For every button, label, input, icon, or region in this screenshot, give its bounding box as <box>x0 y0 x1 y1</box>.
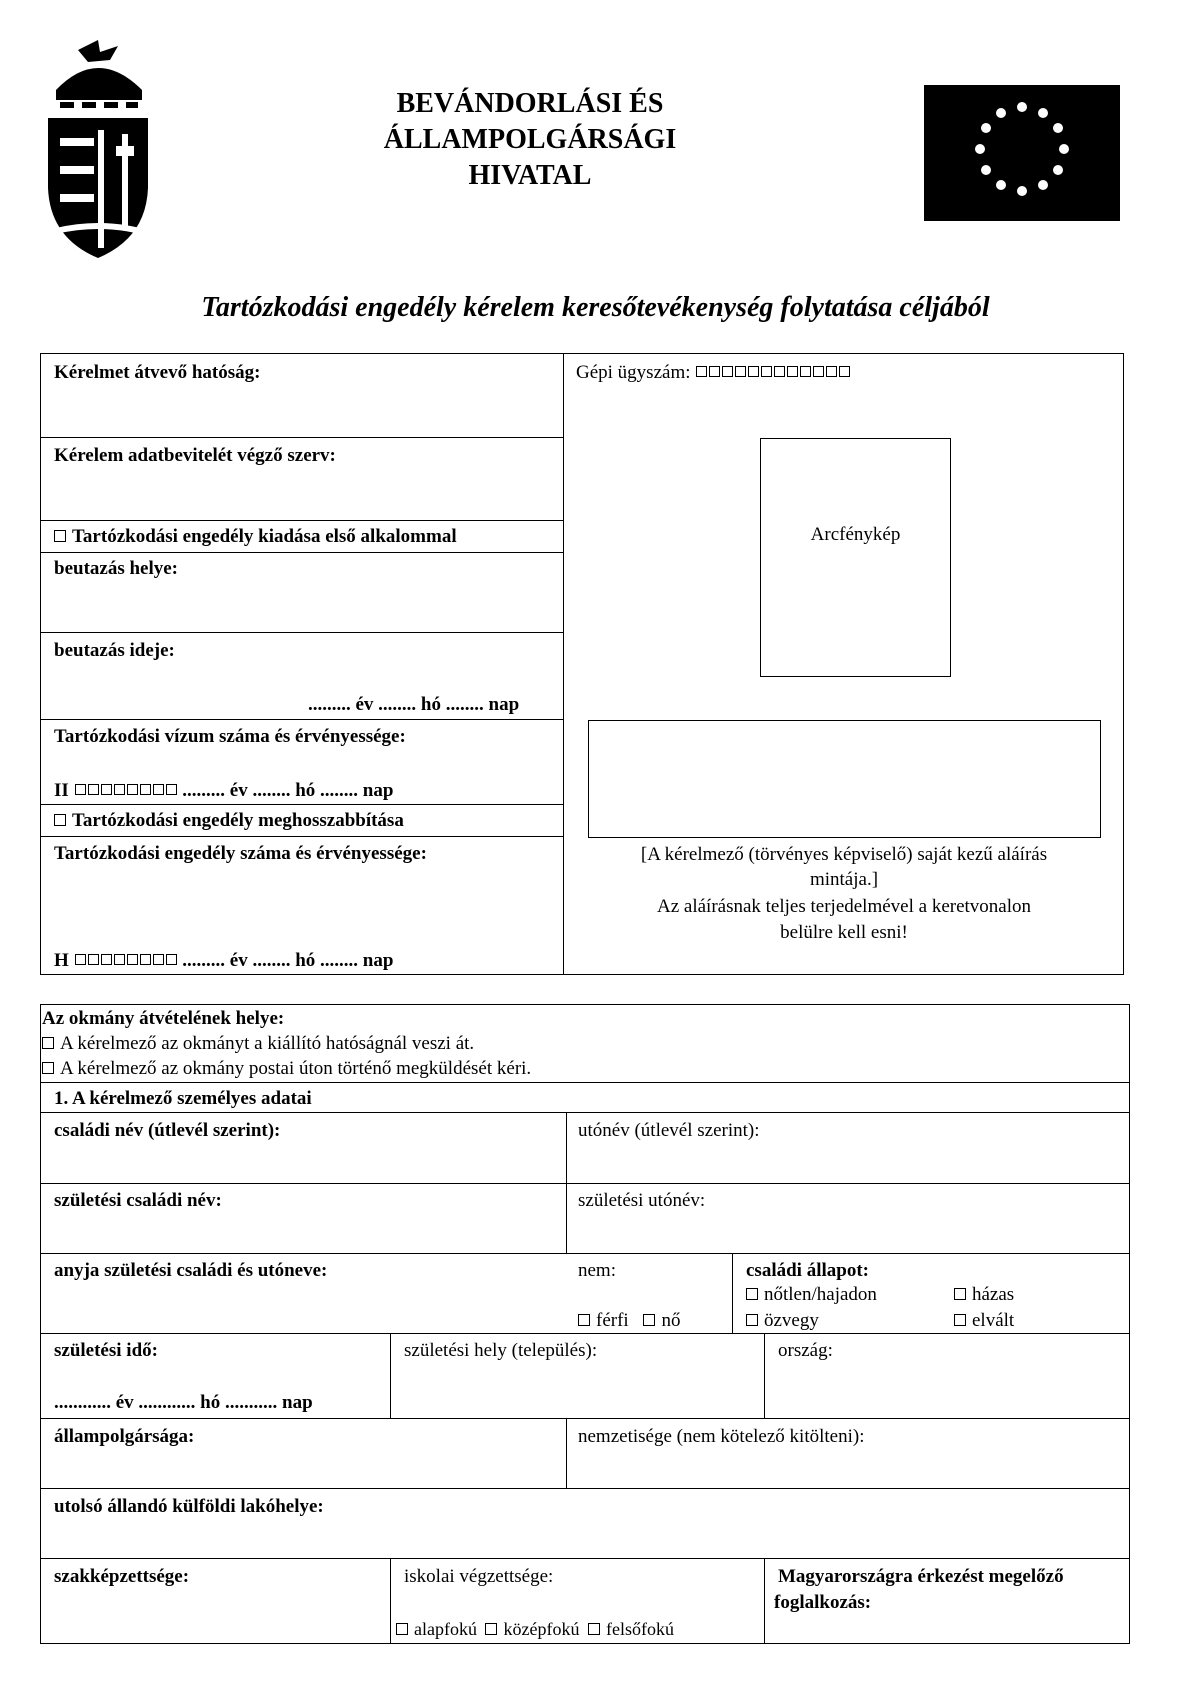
edu-secondary-checkbox[interactable] <box>485 1623 497 1635</box>
entry-date-label: beutazás ideje: <box>54 640 175 661</box>
citizenship-label: állampolgársága: <box>54 1426 195 1447</box>
family-name-label: családi név (útlevél szerint): <box>54 1120 281 1141</box>
personal-section-heading: 1. A kérelmező személyes adatai <box>54 1088 312 1109</box>
signature-note-line2: mintája.] <box>809 869 879 890</box>
permit-label: Tartózkodási engedély száma és érvényessége: <box>54 843 427 864</box>
agency-name-line1: BEVÁNDORLÁSI ÉS <box>396 88 664 119</box>
sex-male-checkbox[interactable] <box>578 1314 590 1326</box>
photo-box <box>760 438 951 677</box>
prior-occupation-label-line1: Magyarországra érkezést megelőző <box>778 1566 1064 1587</box>
signature-note-line1: [A kérelmező (törvényes képviselő) saját kezű aláírás <box>640 844 1048 865</box>
edu-basic-checkbox[interactable] <box>396 1623 408 1635</box>
country-label: ország: <box>778 1340 833 1361</box>
marital-married-checkbox[interactable] <box>954 1288 966 1300</box>
agency-name-line3: HIVATAL <box>468 160 592 191</box>
case-number-field[interactable]: Gépi ügyszám: <box>576 362 851 384</box>
eu-flag-icon <box>924 85 1120 221</box>
collection-post-checkbox[interactable] <box>42 1062 54 1074</box>
collection-heading: Az okmány átvételének helye: <box>42 1008 285 1029</box>
marital-single-checkbox[interactable] <box>746 1288 758 1300</box>
photo-label: Arcfénykép <box>810 524 901 545</box>
coat-of-arms-emblem <box>42 38 154 260</box>
signature-box[interactable] <box>588 720 1101 838</box>
collection-option-office[interactable]: A kérelmező az okmányt a kiállító hatóságnál veszi át. <box>42 1033 474 1055</box>
birth-family-name-label: születési családi név: <box>54 1190 222 1211</box>
birth-given-name-label: születési utónév: <box>578 1190 706 1211</box>
given-name-label: utónév (útlevél szerint): <box>578 1120 760 1141</box>
receiving-authority-label: Kérelmet átvevő hatóság: <box>54 362 261 383</box>
last-residence-label: utolsó állandó külföldi lakóhelye: <box>54 1496 324 1517</box>
sex-female-checkbox[interactable] <box>643 1314 655 1326</box>
marital-divorced-checkbox[interactable] <box>954 1314 966 1326</box>
sex-label: nem: <box>578 1260 616 1281</box>
signature-note-line4: belülre kell esni! <box>780 922 908 943</box>
marital-label: családi állapot: <box>746 1260 869 1281</box>
extension-option[interactable]: Tartózkodási engedély meghosszabbítása <box>54 810 404 832</box>
marital-divorced-option[interactable]: elvált <box>954 1310 1014 1332</box>
data-entry-org-label: Kérelem adatbevitelét végző szerv: <box>54 445 336 466</box>
mother-name-label: anyja születési családi és utóneve: <box>54 1260 328 1281</box>
entry-place-label: beutazás helye: <box>54 558 179 579</box>
visa-number-field[interactable]: II ......... év ........ hó ........ nap <box>54 780 394 801</box>
first-issue-option[interactable]: Tartózkodási engedély kiadása első alkalommal <box>54 526 457 548</box>
prior-occupation-label-line2: foglalkozás: <box>774 1592 872 1613</box>
marital-married-option[interactable]: házas <box>954 1284 1014 1306</box>
marital-widowed-option[interactable]: özvegy <box>746 1310 819 1332</box>
nationality-label: nemzetisége (nem kötelező kitölteni): <box>578 1426 865 1447</box>
visa-label: Tartózkodási vízum száma és érvényessége: <box>54 726 406 747</box>
form-title: Tartózkodási engedély kérelem keresőtevékenység folytatása céljából <box>201 292 990 323</box>
agency-name-line2: ÁLLAMPOLGÁRSÁGI <box>383 124 677 155</box>
sex-options[interactable]: férfi nő <box>578 1310 680 1332</box>
extension-checkbox[interactable] <box>54 814 66 826</box>
edu-higher-checkbox[interactable] <box>588 1623 600 1635</box>
signature-note-line3: Az aláírásnak teljes terjedelmével a keretvonalon <box>656 896 1032 917</box>
entry-date-fill[interactable]: ......... év ........ hó ........ nap <box>308 694 520 715</box>
marital-single-option[interactable]: nőtlen/hajadon <box>746 1284 877 1306</box>
education-label: iskolai végzettsége: <box>404 1566 554 1587</box>
permit-number-field[interactable]: H ......... év ........ hó ........ nap <box>54 950 394 971</box>
marital-widowed-checkbox[interactable] <box>746 1314 758 1326</box>
collection-office-checkbox[interactable] <box>42 1037 54 1049</box>
first-issue-checkbox[interactable] <box>54 530 66 542</box>
birth-date-fill[interactable]: ............ év ............ hó ........... nap <box>54 1392 313 1413</box>
birth-date-label: születési idő: <box>54 1340 158 1361</box>
qualification-label: szakképzettsége: <box>54 1566 190 1587</box>
collection-option-post[interactable]: A kérelmező az okmány postai úton történő megküldését kéri. <box>42 1058 531 1080</box>
education-options[interactable]: alapfokú középfokú felsőfokú <box>396 1618 674 1640</box>
birth-place-label: születési hely (település): <box>404 1340 598 1361</box>
